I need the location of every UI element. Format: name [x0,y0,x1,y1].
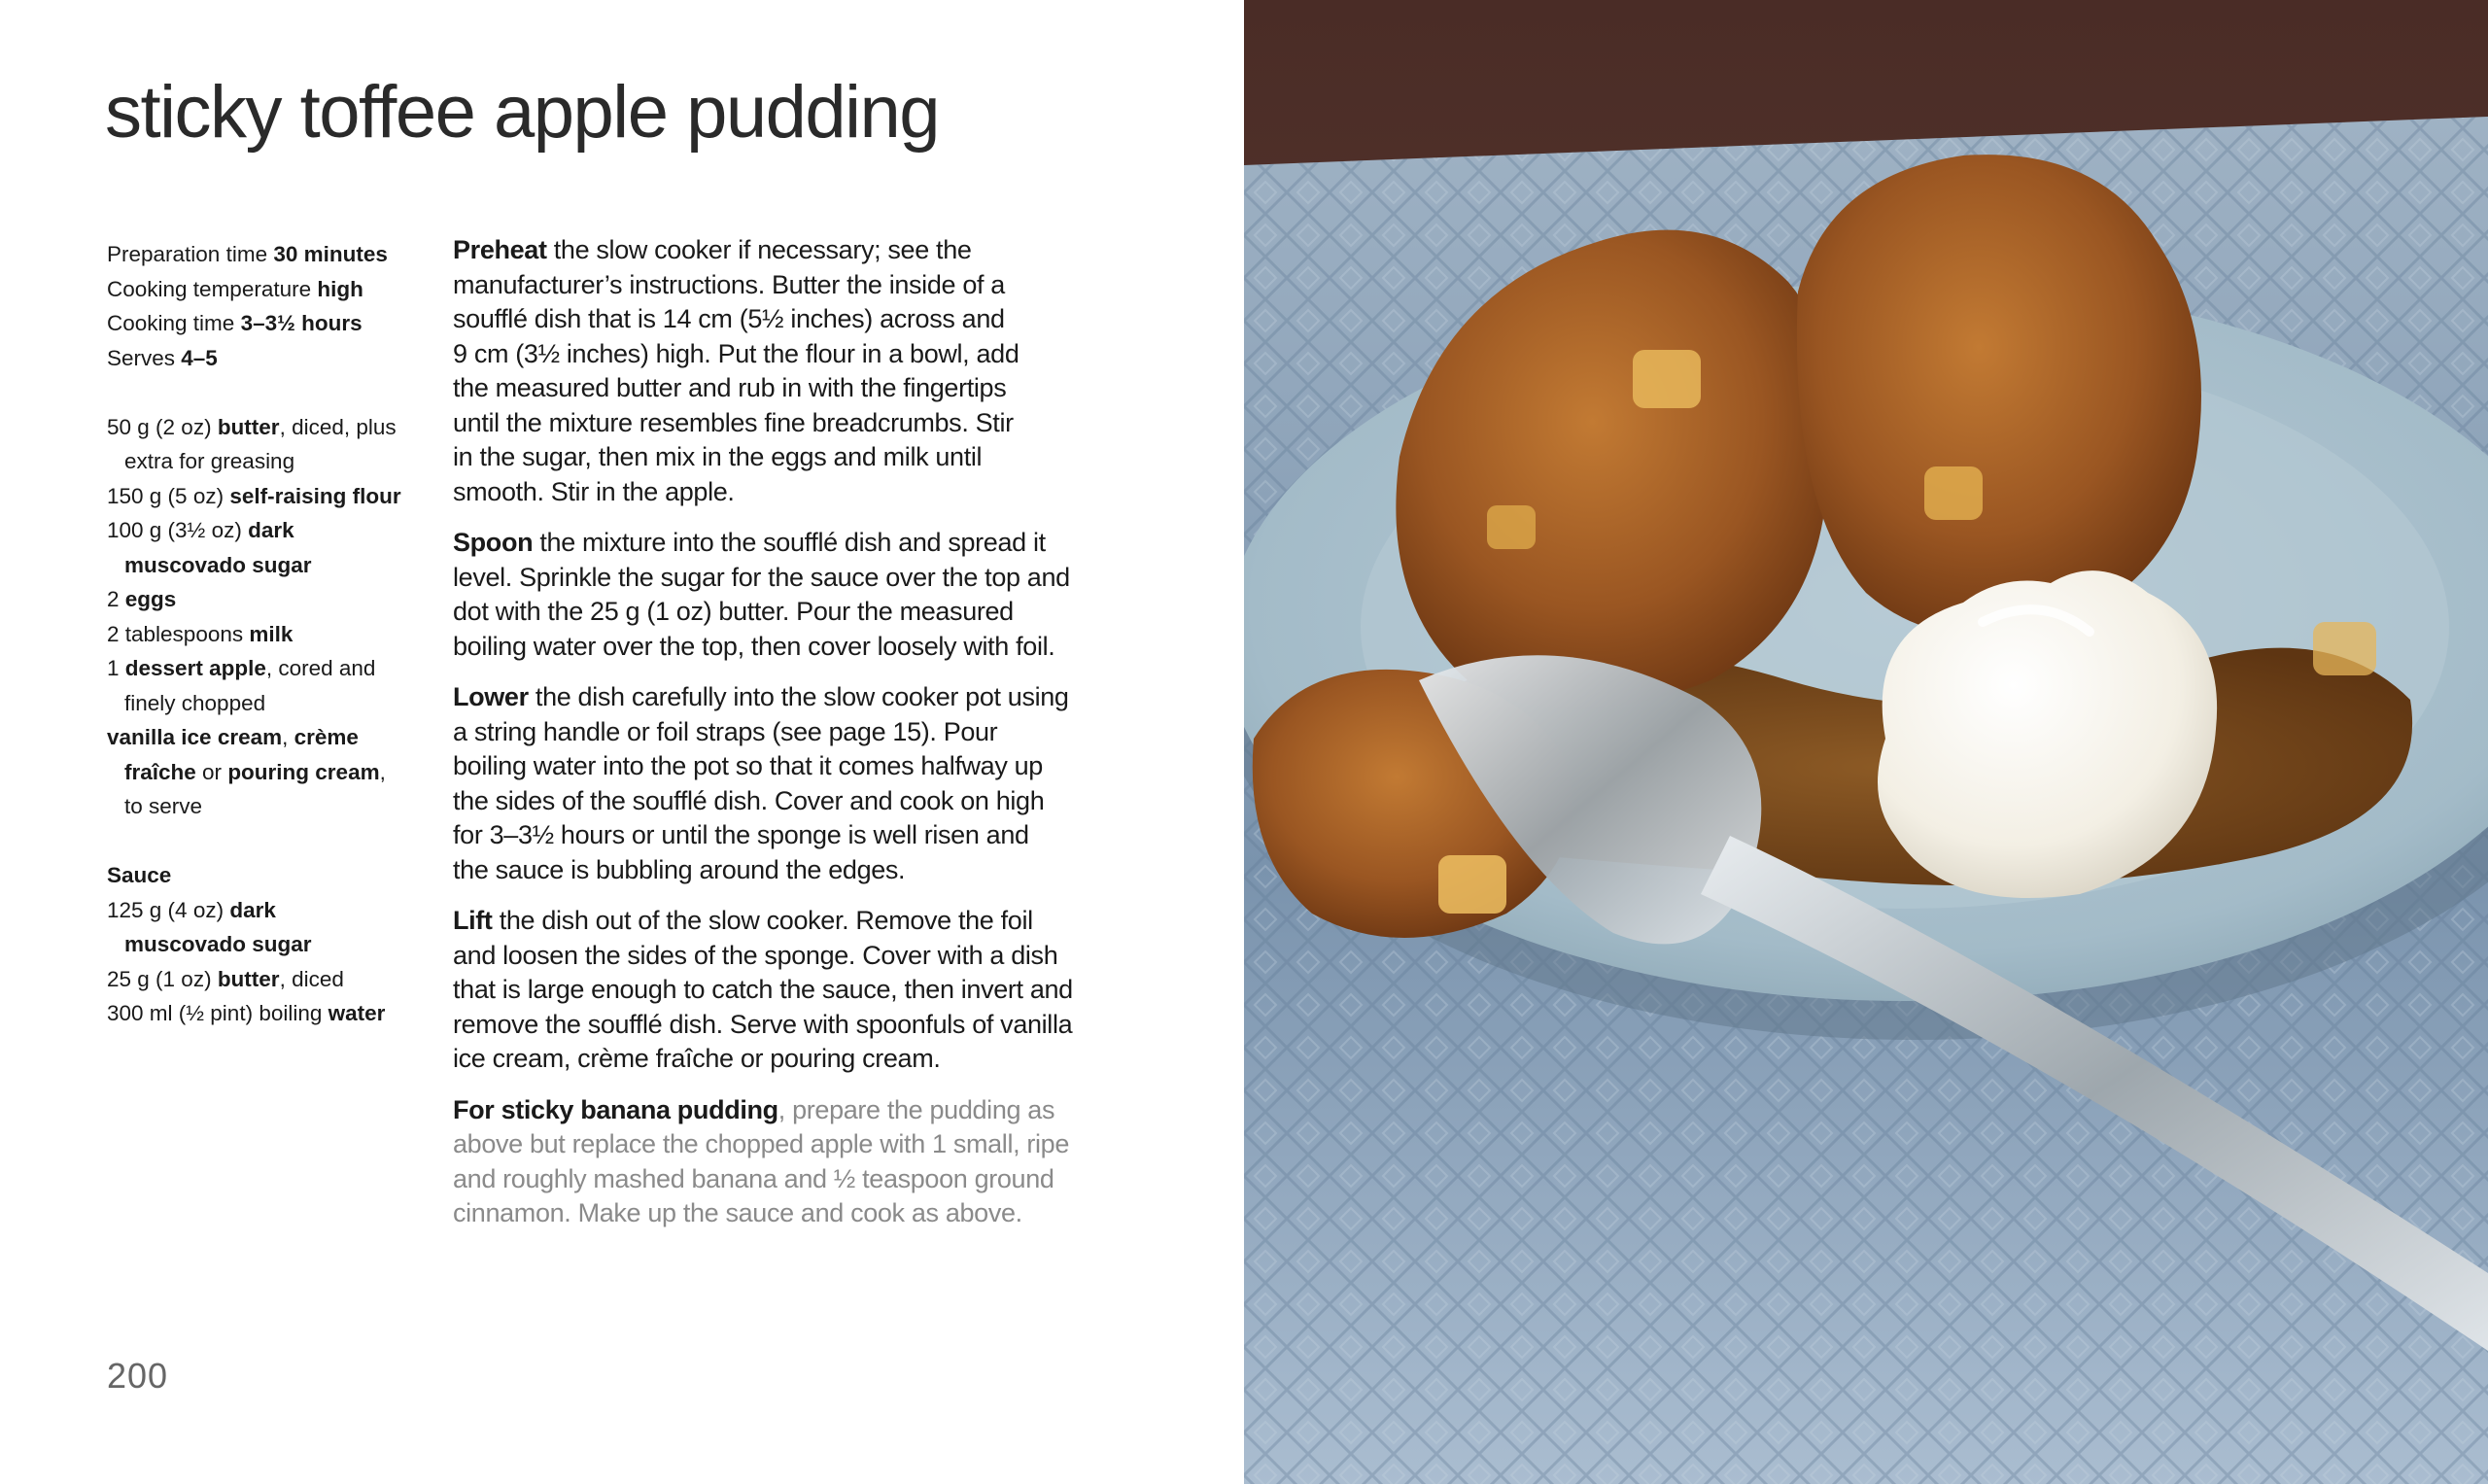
sauce-water [107,996,428,1031]
ingredient-name: crème [294,725,359,749]
ingredient-eggs [107,582,428,617]
ingredient-note: , cored and [265,656,376,680]
ingredient-sugar [107,513,428,548]
prep-time-value: 30 minutes [273,242,388,266]
method-line: 9 cm (3½ inches) high. Put the flour in a bowl, add [453,338,1019,368]
ingredient-name: self-raising flour [229,483,401,508]
recipe-info-column [107,237,428,1031]
page-number: 200 [107,1356,169,1396]
ingredient-sugar-cont [107,548,428,583]
cooking-time-label: Cooking time [107,311,241,335]
method-line: for 3–3½ hours or until the sponge is well risen and [453,820,1029,849]
ingredient-qty: 2 [107,587,125,611]
spacer [107,824,428,859]
ingredient-serve-cont [107,755,428,790]
method-line: a string handle or foil straps (see page 15). Pour [453,716,998,746]
sauce-heading [107,858,428,893]
method-line: the measured butter and rub in with the fingertips [453,373,1007,402]
spacer [107,375,428,410]
method-line: boiling water over the top, then cover loosely with foil. [453,631,1055,661]
ingredient-name: butter [217,966,280,991]
method-column [453,233,1123,1248]
ingredient-name: butter [217,414,280,439]
ingredient-note: , [379,759,386,784]
step-lead: Lift [453,906,493,935]
apple-piece [2313,622,2376,675]
ingredient-name: dark [248,518,294,542]
ingredient-name: dessert apple [124,656,266,680]
ingredient-qty: 50 g (2 oz) [107,414,218,439]
pudding-photo [1244,0,2488,1484]
cooking-temperature-value: high [317,276,363,301]
method-step-lift [453,904,1123,1077]
method-line [453,526,1123,561]
sauce-sugar [107,893,428,928]
ingredient-butter [107,410,428,445]
cooking-temperature [107,272,428,307]
ingredient-flour [107,479,428,514]
method-line: level. Sprinkle the sugar for the sauce over the top and [453,562,1070,592]
ingredient-milk [107,617,428,652]
method-line: dot with the 25 g (1 oz) butter. Pour the measured [453,597,1014,626]
method-line: and loosen the sides of the sponge. Cover with a dish [453,940,1058,970]
recipe-title: sticky toffee apple pudding [105,71,940,154]
ingredient-serve-note: to serve [124,794,203,818]
apple-piece [1633,350,1701,408]
ingredient-name: muscovado sugar [124,552,312,577]
ingredient-note: or [195,759,228,784]
ingredient-name: muscovado sugar [124,932,312,956]
method-line: above but replace the chopped apple with 1 small, ripe [453,1129,1070,1158]
method-line: until the mixture resembles fine breadcrumbs. Stir [453,407,1014,437]
variation-text: , prepare the pudding as [778,1094,1055,1124]
ingredient-name: vanilla ice cream [107,725,283,749]
step-text: the dish out of the slow cooker. Remove the foil [492,906,1033,935]
ingredient-qty: 25 g (1 oz) [107,966,218,991]
ingredient-note: , diced, plus [279,414,397,439]
step-text: the slow cooker if necessary; see the [546,235,972,264]
ingredient-apple [107,651,428,686]
apple-piece [1924,466,1983,520]
method-line: the sauce is bubbling around the edges. [453,854,906,884]
prep-time-label: Preparation time [107,242,274,266]
ingredient-note: , [282,725,294,749]
apple-piece [1487,505,1536,549]
step-lead: Preheat [453,235,547,264]
pudding-right [1797,155,2201,636]
serves-label: Serves [107,345,182,370]
method-line [453,680,1123,715]
step-text: the dish carefully into the slow cooker pot using [528,682,1069,711]
method-step-lower [453,680,1123,887]
apple-piece [1438,855,1506,914]
prep-time [107,237,428,272]
method-line: ice cream, crème fraîche or pouring cream. [453,1044,941,1073]
method-line [453,1093,1123,1128]
method-line: and roughly mashed banana and ½ teaspoon ground [453,1163,1054,1193]
sauce-heading-text: Sauce [107,863,172,887]
method-step-spoon [453,526,1123,664]
method-variation-banana [453,1093,1123,1231]
method-line: remove the soufflé dish. Serve with spoonfuls of vanilla [453,1009,1073,1039]
variation-lead: For sticky banana pudding [453,1094,778,1124]
serves-value: 4–5 [181,345,218,370]
method-line [453,904,1123,939]
ingredient-qty: 2 tablespoons [107,621,250,646]
ingredient-name: milk [249,621,294,646]
ingredient-name: fraîche [124,759,196,784]
ingredient-note: , diced [279,966,344,991]
ingredient-qty: 125 g (4 oz) [107,897,230,922]
method-step-preheat [453,233,1123,509]
method-line: cinnamon. Make up the sauce and cook as above. [453,1198,1022,1227]
method-line: manufacturer’s instructions. Butter the inside of a [453,269,1005,299]
sauce-butter [107,962,428,997]
ingredient-qty: 100 g (3½ oz) [107,518,249,542]
method-line: the sides of the soufflé dish. Cover and cook on high [453,785,1045,815]
serves [107,341,428,376]
pudding-photo-illustration [1244,0,2488,1484]
cooking-time-value: 3–3½ hours [240,311,363,335]
method-line [453,233,1123,268]
method-line: soufflé dish that is 14 cm (5½ inches) across and [453,304,1005,333]
step-text: the mixture into the soufflé dish and spread it [533,528,1046,557]
step-lead: Lower [453,682,529,711]
ingredient-name: eggs [124,587,177,611]
cooking-temperature-label: Cooking temperature [107,276,318,301]
ingredient-serve [107,720,428,755]
step-lead: Spoon [453,528,534,557]
ingredient-qty: 300 ml (½ pint) boiling [107,1001,328,1025]
method-line: that is large enough to catch the sauce, then invert and [453,975,1073,1004]
ingredient-name: pouring cream [227,759,380,784]
method-line: smooth. Stir in the apple. [453,476,735,506]
ingredient-name: water [328,1001,386,1025]
ingredient-qty: 150 g (5 oz) [107,483,230,508]
sauce-sugar-cont [107,927,428,962]
ingredient-name: dark [229,897,276,922]
ingredient-qty: 1 [107,656,125,680]
ingredient-apple-note: finely chopped [124,690,266,715]
ingredient-butter-note: extra for greasing [124,449,295,473]
method-line: in the sugar, then mix in the eggs and milk until [453,442,983,471]
method-line: boiling water into the pot so that it comes halfway up [453,751,1043,780]
cooking-time [107,306,428,341]
